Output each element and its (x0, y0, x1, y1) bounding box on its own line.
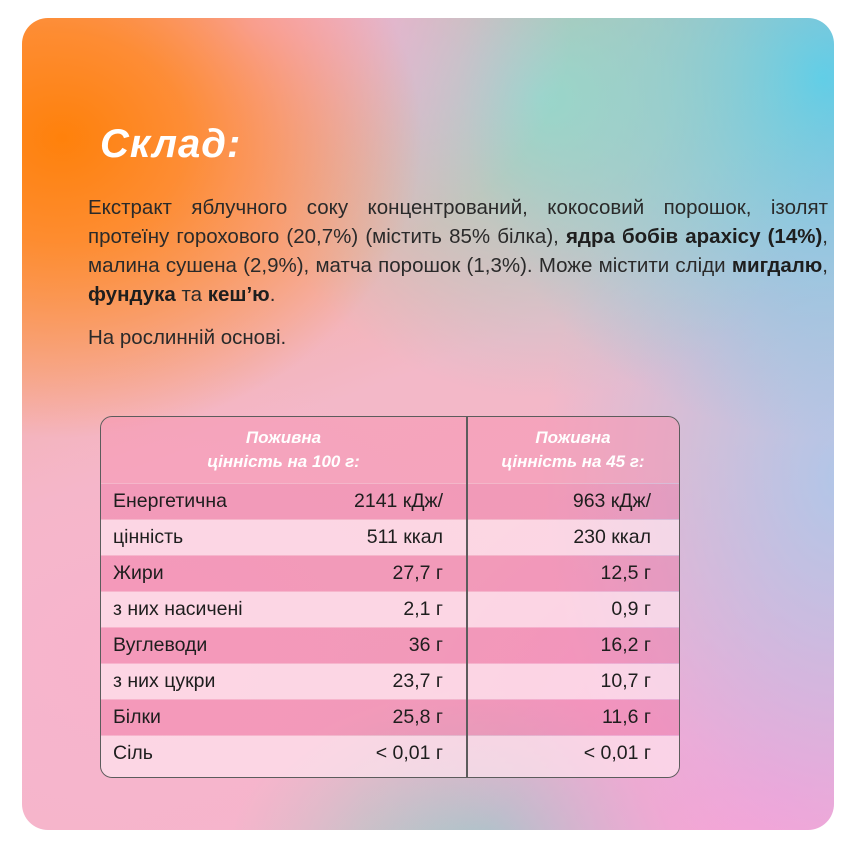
value-per-100g: 25,8 г (392, 706, 443, 728)
value-per-45g: 11,6 г (601, 706, 651, 728)
table-row-saturated-fat (101, 592, 679, 627)
value-per-100g: 2,1 г (403, 598, 443, 620)
row-label: цінність (113, 526, 184, 548)
value-per-100g: 36 г (408, 634, 443, 656)
row-label: з них насичені (113, 598, 243, 620)
value-per-45g: < 0,01 г (583, 742, 651, 764)
value-per-45g: 12,5 г (600, 562, 651, 584)
value-per-45g: 16,2 г (600, 634, 651, 656)
value-per-45g: 10,7 г (600, 670, 651, 692)
header-per-45g-line1: Поживна (535, 428, 611, 447)
row-label: з них цукри (113, 670, 216, 692)
header-per-100g-line2: цінність на 100 г: (207, 452, 360, 471)
row-label: Білки (113, 706, 161, 728)
allergen-almond: мигдалю (731, 254, 823, 277)
header-per-100g (101, 417, 466, 483)
value-per-45g: 0,9 г (611, 598, 651, 620)
composition-title: Склад: (100, 122, 242, 166)
ingredients-part-1: Екстракт яблучного соку концентрований, кокосовий порошок, ізолят протеїну горохового (20,7%) (містить 85% білка), (88, 196, 828, 248)
row-label: Енергетична (113, 490, 227, 512)
header-per-45g (467, 417, 679, 483)
row-label: Сіль (113, 742, 153, 764)
allergen-cashew: кеш’ю (207, 283, 270, 306)
header-per-100g-line1: Поживна (245, 428, 322, 447)
allergen-peanut: ядра бобів арахісу (14%) (565, 225, 823, 248)
header-per-45g-line2: цінність на 45 г: (501, 452, 645, 471)
value-per-100g: 511 ккал (366, 526, 443, 548)
value-per-100g: 23,7 г (392, 670, 443, 692)
table-row-carbohydrates (101, 628, 679, 663)
value-per-100g: 27,7 г (392, 562, 443, 584)
table-row-energy-kj (101, 484, 679, 519)
value-per-100g: 2141 кДж/ (354, 490, 443, 512)
table-row-protein (101, 700, 679, 735)
row-label: Жири (113, 562, 164, 584)
value-per-45g: 230 ккал (573, 526, 651, 548)
ingredients-part-5: . (269, 283, 276, 306)
table-row-salt (101, 736, 679, 777)
table-row-sugars (101, 664, 679, 699)
allergen-hazelnut: фундука (88, 283, 176, 306)
table-row-fat (101, 556, 679, 591)
ingredients-part-3: , (822, 254, 828, 277)
ingredients-text (88, 193, 828, 309)
nutrition-table (100, 416, 680, 778)
ingredients-part-2: , малина сушена (2,9%), матча порошок (1,3%). Може містити сліди (88, 225, 828, 277)
column-divider (466, 417, 468, 777)
value-per-45g: 963 кДж/ (572, 490, 651, 512)
row-label: Вуглеводи (113, 634, 208, 656)
table-row-energy-kcal (101, 520, 679, 555)
ingredients-part-4: та (175, 283, 208, 306)
value-per-100g: < 0,01 г (375, 742, 443, 764)
plant-based-note: На рослинній основі. (88, 326, 287, 349)
label-card (22, 18, 834, 830)
